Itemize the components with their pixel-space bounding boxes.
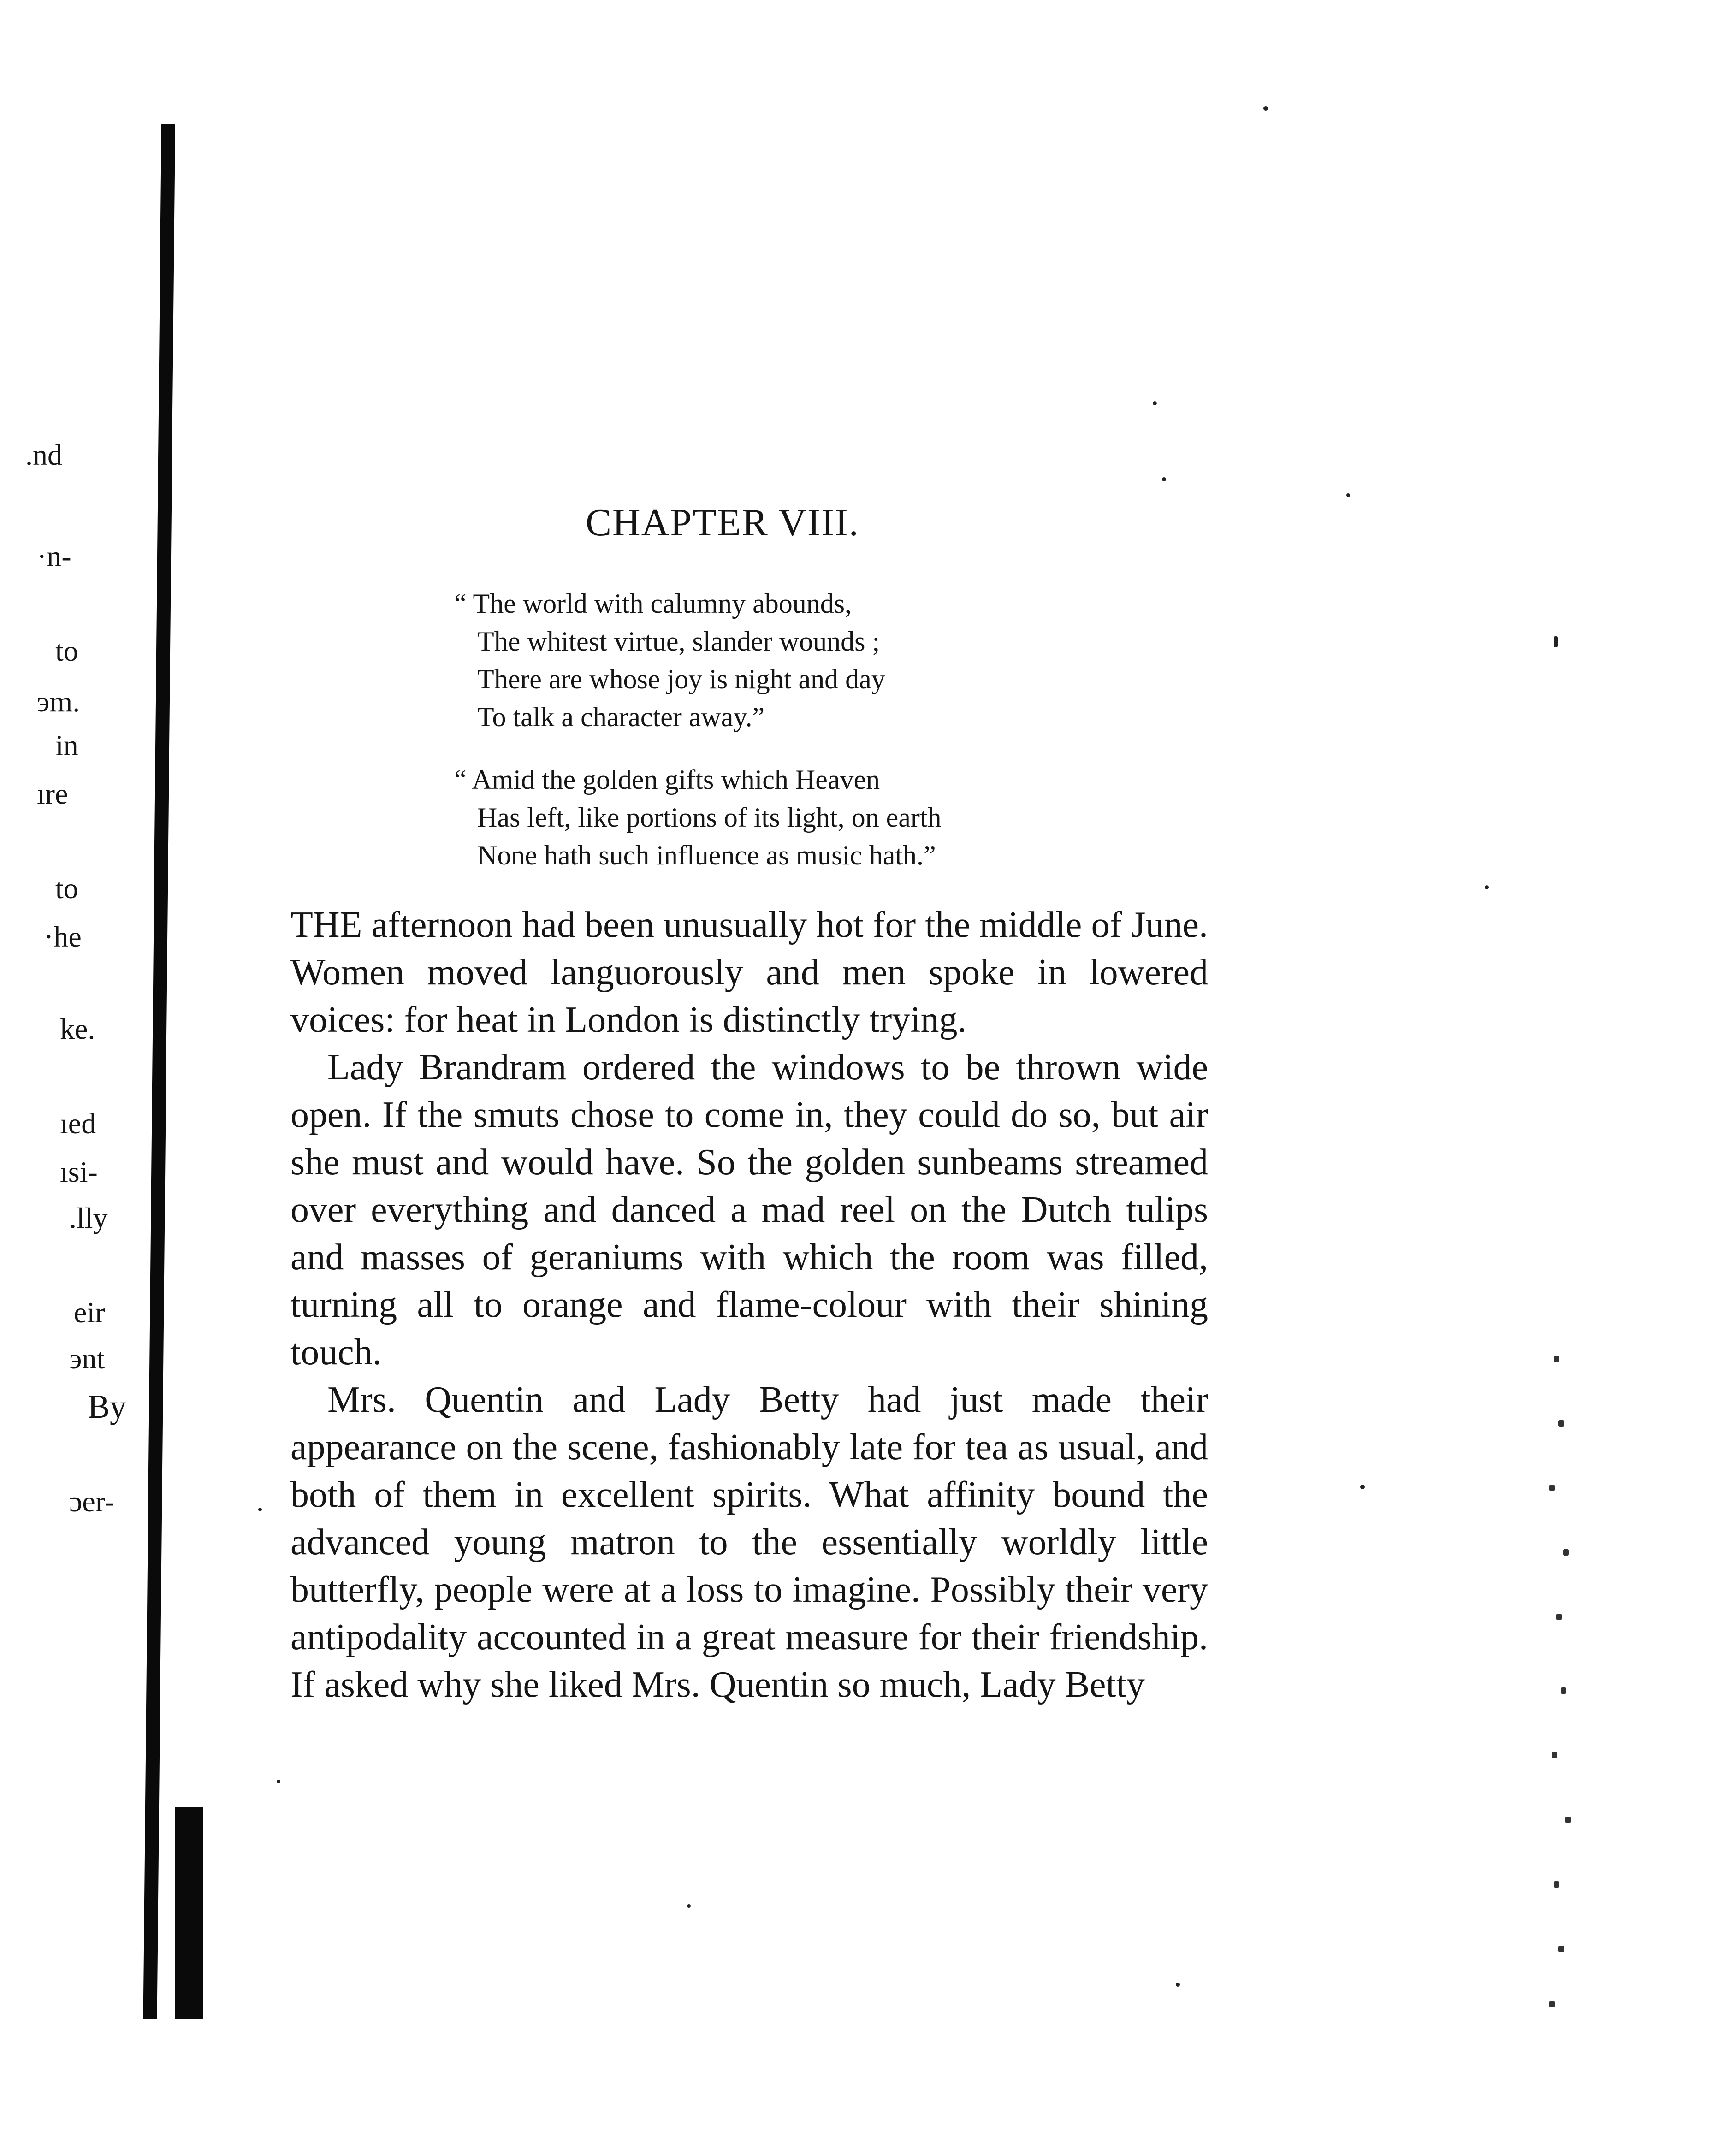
body-text	[290, 901, 1208, 1709]
facing-page-fragments	[0, 0, 157, 2137]
epigraph-line: “ The world with calumny abounds,	[454, 588, 852, 619]
scan-speck	[258, 1508, 262, 1511]
epigraph-line: None hath such influence as music hath.”	[477, 840, 936, 870]
paragraph: THE afternoon had been unusually hot for the middle of June. Women moved languorously and men spoke in lowered voices: for heat in London is distinctly trying.	[290, 905, 1208, 1040]
epigraph-line: The whitest virtue, slander wounds ;	[477, 626, 880, 657]
fragment-text: ·he	[44, 920, 82, 953]
fragment-text: ısi-	[60, 1155, 98, 1188]
scan-speck	[1153, 401, 1157, 405]
fragment-text: эnt	[69, 1342, 105, 1375]
fragment-text: ke.	[60, 1012, 95, 1045]
epigraph-line: There are whose joy is night and day	[477, 664, 885, 694]
fragment-text: to	[55, 634, 78, 667]
fragment-text: eir	[74, 1296, 105, 1329]
scan-speck	[687, 1904, 691, 1908]
fragment-text: ɔer-	[69, 1485, 115, 1518]
epigraph-line: “ Amid the golden gifts which Heaven	[454, 764, 880, 795]
scan-speck	[1263, 106, 1268, 111]
fragment-text: .nd	[25, 438, 62, 471]
fragment-text: ıre	[37, 777, 68, 810]
fragment-text: ·n-	[37, 540, 71, 573]
scanner-noise	[1545, 1337, 1582, 2029]
scan-speck	[277, 1780, 280, 1783]
fragment-text: ıed	[60, 1107, 96, 1140]
scan-speck	[1346, 493, 1350, 497]
epigraph-line: To talk a character away.”	[477, 702, 765, 732]
scan-speck	[1162, 477, 1166, 481]
paragraph: Lady Brandram ordered the windows to be thrown wide open. If the smuts chose to come in, they could do so, but air she must and would have. So the golden sunbeams streamed over everything and danced a mad reel on the Dutch tulips and masses of geraniums with which the room was filled, turning all to orange and flame-colour with their shining touch.	[290, 1047, 1208, 1373]
fragment-text: in	[55, 729, 78, 762]
scan-speck	[1485, 885, 1489, 889]
scan-speck	[1176, 1983, 1180, 1987]
binding-edge-bottom	[175, 1807, 203, 2019]
epigraph	[454, 761, 1146, 874]
fragment-text: .lly	[69, 1202, 108, 1234]
epigraph-line: Has left, like portions of its light, on earth	[477, 802, 942, 833]
fragment-text: to	[55, 872, 78, 905]
epigraph	[454, 585, 1146, 736]
fragment-text: By	[88, 1388, 127, 1425]
scan-speck	[1360, 1485, 1365, 1489]
paragraph: Mrs. Quentin and Lady Betty had just made their appearance on the scene, fashionably late for tea as usual, and both of them in excellent spirits. What affinity bound the advanced young matron to the essentially worldly little butterfly, people were at a loss to imagine. Possibly their very antipodality accounted in a great measure for their friendship. If asked why she liked Mrs. Quentin so much, Lady Betty	[290, 1379, 1208, 1705]
fragment-text: эm.	[37, 685, 80, 718]
chapter-title: CHAPTER VIII.	[586, 501, 859, 544]
scan-speck	[1554, 636, 1558, 647]
